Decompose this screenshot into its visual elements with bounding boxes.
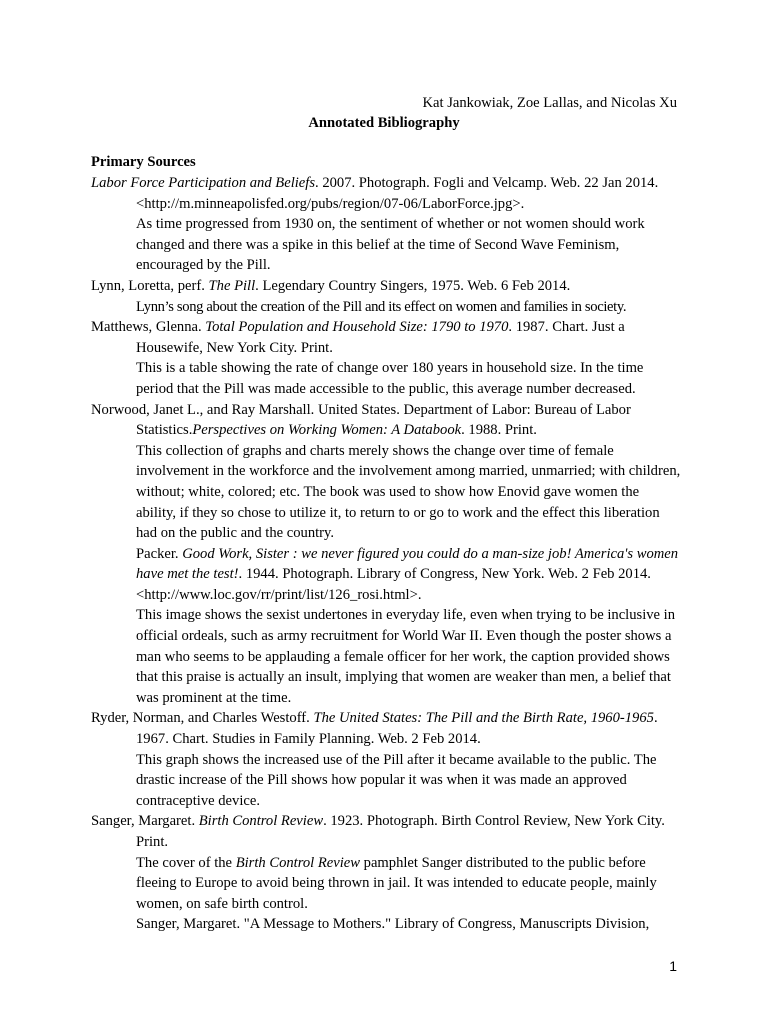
citation-author: Lynn, Loretta, perf.	[91, 277, 209, 294]
citation-author: Ryder, Norman, and Charles Westoff.	[91, 710, 314, 727]
citation-norwood	[91, 400, 681, 441]
document-title: Annotated Bibliography	[308, 115, 460, 131]
annotation-text: pamphlet Sanger distributed to the public before fleeing to Europe to avoid being thrown in jail. It was intended to educate people, mainly women, on safe birth control.	[136, 854, 657, 912]
citation-details: . 2007. Photograph. Fogli and Velcamp. Web. 22 Jan 2014. <http://m.minneapolisfed.org/pubs/region/07-06/LaborForce.jpg>.	[136, 175, 659, 212]
citation-title: Good Work, Sister : we never figured you could do a man-size job! America's women have met the test!	[136, 545, 679, 583]
citation-sanger-message: Sanger, Margaret. "A Message to Mothers." Library of Congress, Manuscripts Division,	[136, 916, 650, 933]
citation-details: . 1923. Photograph. Birth Control Review, New York City. Print.	[136, 813, 665, 850]
annotation-packer: This image shows the sexist undertones in everyday life, even when trying to be inclusive in official ordeals, such as army recruitment for World War II. Even though the poster shows a man who seems to be applauding a female officer for her work, the caption provided shows that this praise is actually an insult, implying that women are weaker than men, a belief that was prominent at the time.	[136, 607, 676, 706]
annotation-italic-title: Birth Control Review	[235, 854, 360, 871]
bibliography-body	[91, 173, 681, 935]
citation-author: Matthews, Glenna.	[91, 319, 206, 336]
citation-matthews	[91, 317, 681, 358]
citation-title: Labor Force Participation and Beliefs	[91, 175, 316, 191]
annotation-ryder: This graph shows the increased use of the Pill after it became available to the public. The drastic increase of the Pill shows how popular it was when it was made an approved contraceptive device.	[136, 751, 657, 809]
citation-labor-force	[91, 173, 681, 214]
citation-details: . 1944. Photograph. Library of Congress, New York. Web. 2 Feb 2014. <http://www.loc.gov/rr/print/list/126_rosi.html>.	[136, 566, 651, 603]
annotation-labor-force: As time progressed from 1930 on, the sentiment of whether or not women should work changed and there was a spike in this belief at the time of Second Wave Feminism, encouraged by the Pill.	[136, 216, 645, 274]
annotation-lynn: Lynn’s song about the creation of the Pill and its effect on women and families in society.	[136, 298, 627, 315]
citation-title: Birth Control Review	[198, 813, 324, 830]
annotation-matthews: This is a table showing the rate of change over 180 years in household size. In the time period that the Pill was made accessible to the public, this average number decreased.	[136, 360, 644, 397]
citation-details: . Legendary Country Singers, 1975. Web. 6 Feb 2014.	[255, 277, 571, 294]
citation-sanger-review	[91, 811, 681, 852]
citation-details: . 1967. Chart. Studies in Family Planning. Web. 2 Feb 2014.	[136, 710, 658, 748]
author-names: Kat Jankowiak, Zoe Lallas, and Nicolas Xu	[422, 95, 677, 111]
annotation-norwood: This collection of graphs and charts merely shows the change over time of female involvement in the workforce and the involvement among married, unmarried; with children, without; white, colored; etc. The book was used to show how Enovid gave women the ability, if they so chose to utilize it, to return to or go to work and the effect this liberation had on the public and the country.	[136, 442, 681, 542]
citation-title: The United States: The Pill and the Birth Rate, 1960-1965	[313, 710, 654, 727]
annotation-text: The cover of the	[136, 854, 236, 871]
citation-author: Sanger, Margaret.	[91, 813, 199, 830]
citation-title: The Pill	[208, 277, 256, 294]
citation-author: Norwood, Janet L., and Ray Marshall. United States. Department of Labor: Bureau of Labor Statistics.	[91, 401, 631, 439]
citation-lynn	[91, 276, 681, 297]
citation-title: Perspectives on Working Women: A Databook	[192, 422, 462, 439]
citation-packer	[91, 544, 681, 606]
citation-details: . 1988. Print.	[461, 422, 537, 439]
citation-title: Total Population and Household Size: 1790 to 1970	[205, 319, 509, 336]
citation-ryder	[91, 708, 681, 749]
citation-author: Packer.	[136, 545, 183, 562]
page-number: 1	[669, 958, 677, 974]
annotation-sanger-review	[91, 853, 681, 915]
section-heading-primary-sources: Primary Sources	[91, 154, 196, 170]
citation-details: . 1987. Chart. Just a Housewife, New York City. Print.	[136, 319, 625, 356]
